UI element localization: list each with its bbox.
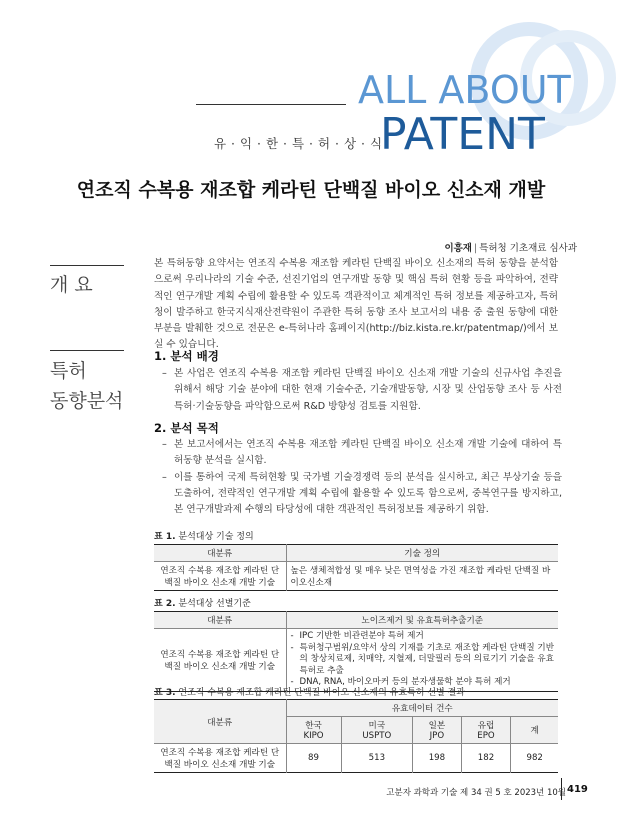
section-2-title: 2. 분석 목적 (154, 421, 219, 435)
author-affiliation: 특허청 기초재료 심사과 (479, 243, 577, 254)
table3-col-total: 계 (511, 717, 558, 744)
table1-header-category: 대분류 (154, 545, 286, 562)
table3-value-epo: 182 (461, 744, 511, 773)
table3-category-cell: 연조직 수복용 재조합 케라틴 단백질 바이오 신소재 개발 기술 (154, 744, 286, 773)
table3-header-category: 대분류 (154, 700, 286, 744)
table1-definition-cell: 높은 생체적합성 및 매우 낮은 면역성을 가진 재조합 케라틴 단백질 바이오신소재 (290, 566, 551, 588)
table3-value-uspto: 513 (341, 744, 413, 773)
table3-col-epo: 유럽 EPO (461, 717, 511, 744)
section-1-bullets (162, 366, 562, 415)
series-subtitle: 유 · 익 · 한 · 특 · 허 · 상 · 식 (214, 136, 383, 151)
footer-divider (561, 778, 562, 800)
author-name: 이흥재 (444, 243, 472, 254)
table3-value-jpo: 198 (413, 744, 461, 773)
table2-header-criteria: 노이즈제거 및 유효특허추출기준 (286, 612, 558, 629)
author-line: 이흥재 | 특허청 기초재료 심사과 (444, 243, 577, 254)
journal-footer: 고분자 과학과 기술 제 34 권 5 호 2023년 10월 (386, 788, 566, 798)
table2-category-cell: 연조직 수복용 재조합 케라틴 단백질 바이오 신소재 개발 기술 (154, 629, 286, 692)
list-item: – 본 보고서에서는 연조직 수복용 재조합 케라틴 단백질 바이오 신소재 개발 기술에 대하여 특허동향 분석을 실시함. (162, 439, 562, 467)
list-item: – 본 사업은 연조직 수복용 재조합 케라틴 단백질 바이오 신소재 개발 기술의 신규사업 추진을 위해서 해당 기술 분야에 대한 현재 기술수준, 기술개발동향, 시장 및 산업동향 조사 등 사전 특허·기술동향을 파악함으로써 R&D 방향성 검토를 지원함. (162, 368, 562, 412)
header-rule (196, 104, 346, 105)
page-number: 419 (567, 784, 588, 795)
table2-criteria-cell (286, 629, 558, 692)
overview-rule (50, 265, 124, 266)
table2-caption: 표 2. 분석대상 선별기준 (154, 599, 251, 609)
table1-header-definition: 기술 정의 (286, 545, 558, 562)
list-item: – 이를 통하여 국제 특허현황 및 국가별 기술경쟁력 등의 분석을 실시하고, 최근 부상기술 등을 도출하여, 전략적인 연구개발 계획 수립에 활용할 수 있도록 함으로써, 중복연구를 방지하고, 본 연구개발과제 수행의 타당성에 대한 객관적인 특허정보를 제공하기 위함. (162, 471, 562, 516)
analysis-rule (50, 350, 124, 351)
table3-col-uspto: 미국 USPTO (341, 717, 413, 744)
table2 (154, 611, 558, 692)
table3-value-total: 982 (526, 753, 543, 763)
section-1-title: 1. 분석 배경 (154, 349, 219, 363)
list-item: - IPC 기반한 비관련분야 특허 제거 (290, 631, 424, 641)
table3-col-jpo: 일본 JPO (413, 717, 461, 744)
article-title: 연조직 수복용 재조합 케라틴 단백질 바이오 신소재 개발 (76, 179, 546, 201)
analysis-heading-2: 동향분석 (50, 390, 124, 412)
list-item: - DNA, RNA, 바이오마커 등의 분자생물학 분야 특허 제거 (290, 677, 511, 687)
table2-header-category: 대분류 (154, 612, 286, 629)
analysis-heading-1: 특허 (50, 360, 87, 382)
overview-text: 본 특허동향 요약서는 연조직 수복용 재조합 케라틴 단백질 바이오 신소재의 특허 동향을 분석함으로써 우리나라의 기술 수준, 선진기업의 연구개발 동향 및 핵심 특허 현황 등을 파악하여, 전략적인 연구개발 계획 수립에 활용할 수 있도록 객관적이고 체계적인 특허 정보를 제공하고자, 특허청이 발주하고 한국지식재산전략원이 주관한 특허 동향 조사 보고서의 내용 중 출원 동향에 대한 부분을 발췌한 것으로 전문은 e-특허나라 홈페이지(http://biz.kista.re.kr/patentmap/)에서 보실 수 있습니다. (154, 258, 558, 351)
table3-header-group: 유효데이터 건수 (286, 700, 558, 717)
table1-caption: 표 1. 분석대상 기술 정의 (154, 532, 254, 542)
list-item: - 특허청구범위/요약서 상의 기재를 기초로 재조합 케라틴 단백질 기반의 창상치료제, 치매약, 지혈제, 더말필러 등의 의료기기 기술을 유효특허로 추출 (290, 642, 554, 676)
table3 (154, 699, 558, 773)
table3-value-kipo: 89 (286, 744, 341, 773)
patent-label: PATENT (380, 109, 545, 160)
overview-heading: 개 요 (50, 274, 93, 296)
table3-caption: 표 3. 연조직 수복용 재조합 케라틴 단백질 바이오 신소재의 유효특허 선별 결과 (154, 688, 465, 698)
all-about-label: ALL ABOUT (358, 68, 571, 112)
section-2-bullets (162, 437, 562, 518)
table1 (154, 544, 558, 591)
table3-col-kipo: 한국 KIPO (286, 717, 341, 744)
table1-category-cell: 연조직 수복용 재조합 케라틴 단백질 바이오 신소재 개발 기술 (154, 562, 286, 591)
